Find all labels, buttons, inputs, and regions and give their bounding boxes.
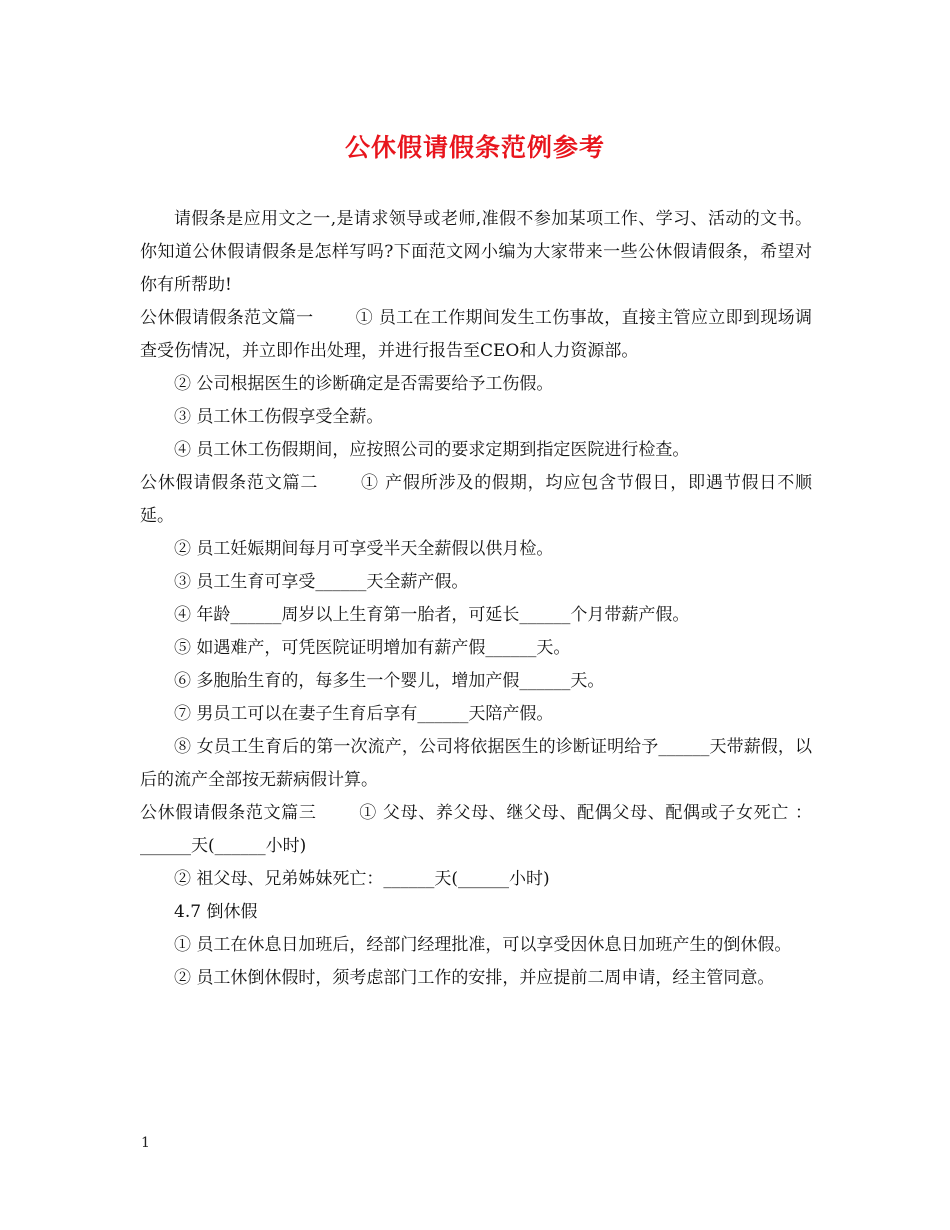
intro-paragraph: 请假条是应用文之一,是请求领导或老师,准假不参加某项工作、学习、活动的文书。你知道公休假请假条是怎样写吗?下面范文网小编为大家带来一些公休假请假条，希望对你有所帮助! xyxy=(140,209,812,295)
section-2-heading: 公休假请假条范文篇二 xyxy=(140,473,319,493)
document-title: 公休假请假条范例参考 xyxy=(344,133,605,162)
section-2-item: ⑧ 女员工生育后的第一次流产，公司将依据医生的诊断证明给予______天带薪假，以后的流产全部按无薪病假计算。 xyxy=(140,737,812,790)
section-3-subheading: 4.7 倒休假 xyxy=(174,902,258,922)
section-1-lead xyxy=(140,302,812,368)
section-1-heading: 公休假请假条范文篇一 xyxy=(140,308,314,328)
section-2-item: ⑤ 如遇难产，可凭医院证明增加有薪产假______天。 xyxy=(174,638,571,658)
section-1-item: ③ 员工休工伤假享受全薪。 xyxy=(174,407,384,427)
section-3-item-1: ① 父母、养父母、继父母、配偶父母、配偶或子女死亡 ：______天(______小时) xyxy=(140,803,813,856)
section-2-item: ⑦ 男员工可以在妻子生育后享有______天陪产假。 xyxy=(174,704,554,724)
section-2-item: ③ 员工生育可享受______天全薪产假。 xyxy=(174,572,469,592)
section-3-lead xyxy=(140,797,812,863)
section-1-item-1: ① 员工在工作期间发生工伤事故，直接主管应立即到现场调查受伤情况，并立即作出处理，并进行报告至CEO和人力资源部。 xyxy=(140,308,812,361)
section-3-heading: 公休假请假条范文篇三 xyxy=(140,803,317,823)
section-2-lead xyxy=(140,467,812,533)
page-number: 1 xyxy=(141,1135,150,1151)
document-body xyxy=(140,203,812,995)
section-2-item-1: ① 产假所涉及的假期，均应包含节假日，即遇节假日不顺延。 xyxy=(140,473,813,526)
section-2-item: ④ 年龄______周岁以上生育第一胎者，可延长______个月带薪产假。 xyxy=(174,605,690,625)
section-1-item: ④ 员工休工伤假期间，应按照公司的要求定期到指定医院进行检查。 xyxy=(174,440,690,460)
section-1-item: ② 公司根据医生的诊断确定是否需要给予工伤假。 xyxy=(174,374,554,394)
section-3-item: ② 员工休倒休假时，须考虑部门工作的安排，并应提前二周申请，经主管同意。 xyxy=(174,968,775,988)
section-2-item: ⑥ 多胞胎生育的，每多生一个婴儿，增加产假______天。 xyxy=(174,671,605,691)
section-2-item: ② 员工妊娠期间每月可享受半天全薪假以供月检。 xyxy=(174,539,554,559)
section-3-item: ② 祖父母、兄弟姊妹死亡：______天(______小时) xyxy=(174,869,550,889)
section-3-item: ① 员工在休息日加班后，经部门经理批准，可以享受因休息日加班产生的倒休假。 xyxy=(174,935,792,955)
